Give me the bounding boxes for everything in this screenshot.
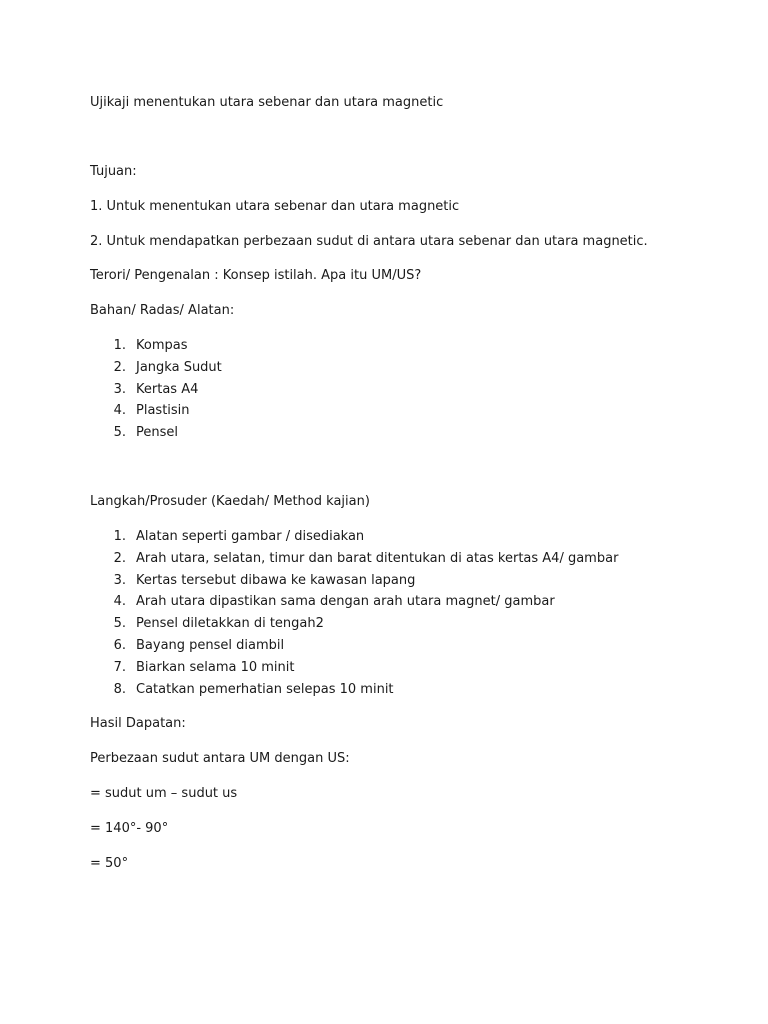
list-item-number: 6. [113, 637, 126, 653]
list-item-text: Arah utara, selatan, timur dan barat ditentukan di atas kertas A4/ gambar [136, 550, 619, 566]
formula-line-2: = 140°- 90° [90, 821, 169, 836]
pengenalan-line: Terori/ Pengenalan : Konsep istilah. Apa itu UM/US? [90, 268, 422, 283]
list-item-text: Kompas [136, 338, 188, 353]
list-item-number: 2. [113, 359, 126, 375]
bahan-heading: Bahan/ Radas/ Alatan: [90, 303, 235, 318]
formula-line-1: = sudut um – sudut us [90, 786, 238, 801]
list-item-number: 5. [113, 425, 126, 441]
list-item-text: Catatkan pemerhatian selepas 10 minit [136, 681, 394, 697]
list-item-number: 3. [113, 572, 126, 588]
list-item-number: 2. [113, 550, 126, 566]
list-item-number: 3. [113, 381, 126, 397]
list-item-text: Biarkan selama 10 minit [136, 659, 295, 675]
list-item-number: 1. [113, 529, 126, 544]
list-item-text: Bayang pensel diambil [136, 637, 285, 653]
perbezaan-line: Perbezaan sudut antara UM dengan US: [90, 751, 350, 766]
list-item-number: 5. [113, 616, 126, 632]
list-item-text: Kertas tersebut dibawa ke kawasan lapang [136, 572, 416, 588]
list-item-text: Plastisin [136, 403, 190, 419]
list-item-number: 1. [113, 338, 126, 353]
list-item-number: 4. [113, 594, 126, 610]
tujuan-item-1: 1. Untuk menentukan utara sebenar dan utara magnetic [90, 199, 460, 214]
list-item-text: Arah utara dipastikan sama dengan arah utara magnet/ gambar [136, 594, 555, 610]
list-item-number: 7. [113, 659, 126, 675]
list-item-text: Jangka Sudut [136, 359, 222, 375]
list-item-text: Kertas A4 [136, 381, 199, 397]
list-item-text: Pensel diletakkan di tengah2 [136, 616, 324, 632]
list-item-text: Pensel [136, 425, 178, 441]
list-item-number: 4. [113, 403, 126, 419]
hasil-heading: Hasil Dapatan: [90, 716, 186, 731]
document-title: Ujikaji menentukan utara sebenar dan utara magnetic [90, 95, 444, 110]
formula-line-3: = 50° [90, 856, 129, 871]
langkah-heading: Langkah/Prosuder (Kaedah/ Method kajian) [90, 494, 370, 509]
tujuan-item-2: 2. Untuk mendapatkan perbezaan sudut di antara utara sebenar dan utara magnetic. [90, 234, 648, 249]
list-item-text: Alatan seperti gambar / disediakan [136, 529, 365, 544]
list-item-number: 8. [113, 681, 126, 697]
tujuan-heading: Tujuan: [90, 164, 137, 179]
